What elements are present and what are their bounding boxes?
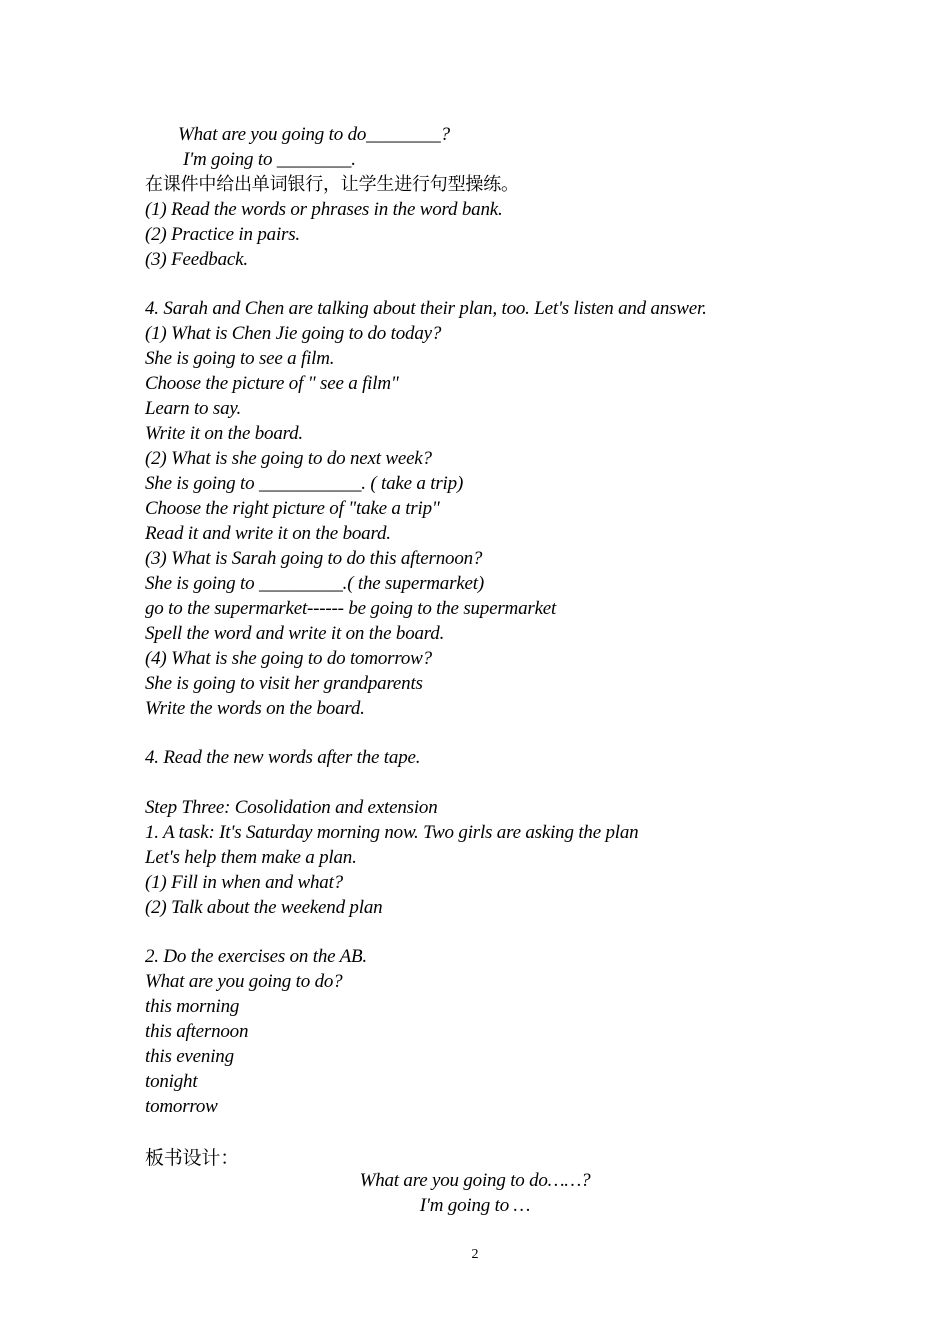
section-heading: Step Three: Cosolidation and extension [145,797,438,818]
text-line: go to the supermarket------ be going to the supermarket [145,598,557,619]
text-line: 4. Read the new words after the tape. [145,747,421,768]
text-line: this afternoon [145,1021,249,1042]
text-line: (2) What is she going to do next week? [145,448,432,469]
text-line: She is going to see a film. [145,348,335,369]
board-design-line: I'm going to … [419,1195,531,1216]
text-line: Let's help them make a plan. [145,847,357,868]
board-design-heading: 板书设计： [145,1147,240,1169]
text-line: 1. A task: It's Saturday morning now. Two girls are asking the plan [145,822,639,843]
text-line: (1) Read the words or phrases in the word bank. [145,199,503,220]
text-line: Choose the picture of " see a film" [145,373,399,394]
text-line: tomorrow [145,1096,218,1117]
text-line: Spell the word and write it on the board. [145,623,445,644]
text-line: this evening [145,1046,234,1067]
text-line: Read it and write it on the board. [145,523,391,544]
text-line: (4) What is she going to do tomorrow? [145,648,432,669]
text-line: (2) Practice in pairs. [145,224,300,245]
text-line: tonight [145,1071,198,1092]
text-line: (1) Fill in when and what? [145,872,343,893]
text-line: 2. Do the exercises on the AB. [145,946,367,967]
page-number: 2 [471,1247,479,1262]
text-line: this morning [145,996,240,1017]
text-line: She is going to ___________. ( take a trip) [145,473,464,494]
text-line: She is going to _________.( the supermarket) [145,573,484,594]
text-line: Write it on the board. [145,423,303,444]
text-line: What are you going to do________? [178,124,450,145]
text-line: 4. Sarah and Chen are talking about their plan, too. Let's listen and answer. [145,298,707,319]
text-line: What are you going to do? [145,971,343,992]
text-line: (1) What is Chen Jie going to do today? [145,323,442,344]
text-line: Write the words on the board. [145,698,365,719]
text-line: (2) Talk about the weekend plan [145,897,383,918]
text-line: 在课件中给出单词银行，让学生进行句型操练。 [145,174,519,195]
text-line: She is going to visit her grandparents [145,673,423,694]
text-line: (3) What is Sarah going to do this afternoon? [145,548,483,569]
text-line: Choose the right picture of "take a trip" [145,498,440,519]
text-line: I'm going to ________. [183,149,356,170]
text-line: (3) Feedback. [145,249,248,270]
board-design-line: What are you going to do……? [359,1170,591,1191]
text-line: Learn to say. [145,398,242,419]
